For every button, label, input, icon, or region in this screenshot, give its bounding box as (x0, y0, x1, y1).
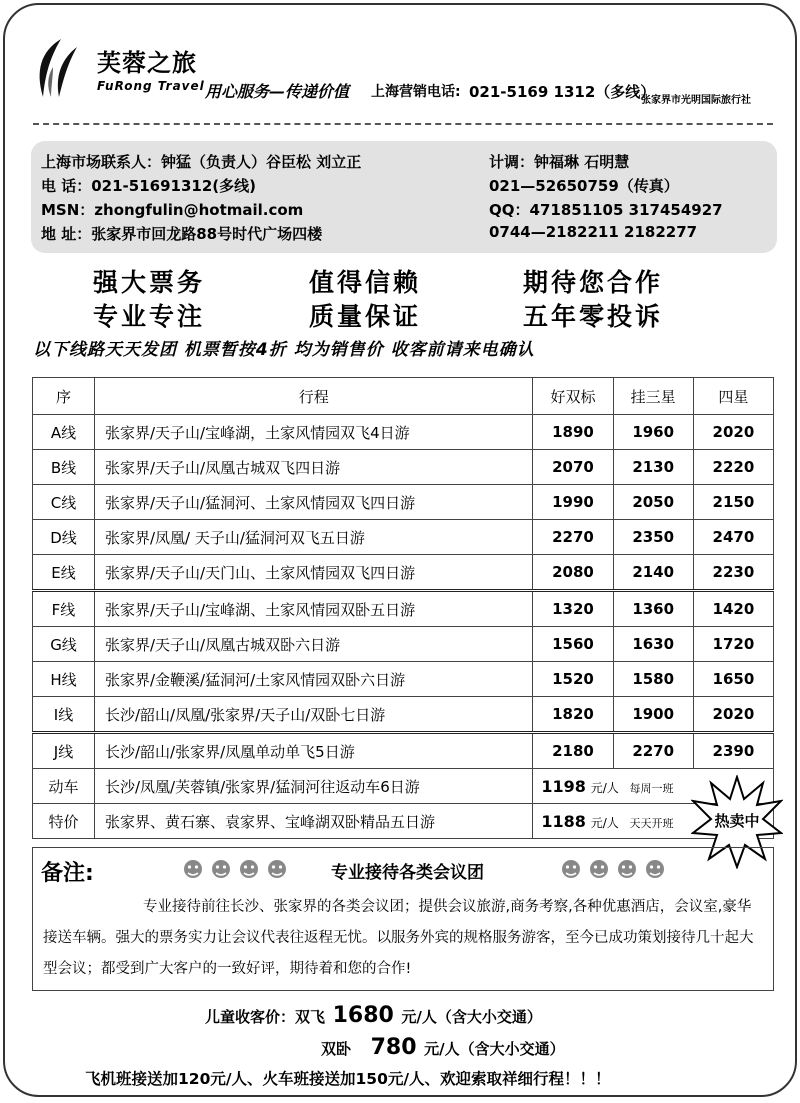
route-seq: E线 (33, 555, 95, 591)
dispatch-staff: 计调：钟福琳 石明慧 (489, 153, 630, 171)
price-standard: 1320 (533, 591, 613, 627)
motto-3: 期待您合作 (523, 268, 664, 297)
rm-icon-group-right (561, 858, 665, 880)
price-three-star: 2270 (613, 733, 693, 769)
route-name: 张家界/天子山/宝峰湖，土家风情园双飞4日游 (95, 415, 533, 450)
header-seq: 序 (33, 378, 95, 415)
table-row (33, 697, 774, 733)
price-standard: 1520 (533, 662, 613, 697)
child-fly-note: 元/人（含大小交通） (401, 1008, 542, 1026)
child-train-label: 双卧 (321, 1040, 352, 1058)
route-seq: J线 (33, 733, 95, 769)
motto-1: 强大票务 (93, 268, 206, 297)
contact-box (31, 141, 777, 253)
route-name: 长沙/韶山/凤凰/张家界/天子山/双卧七日游 (95, 697, 533, 733)
route-name: 张家界/天子山/猛洞河、土家风情园双飞四日游 (95, 485, 533, 520)
price-three-star: 2350 (613, 520, 693, 555)
child-fly-price: 1680 (332, 1003, 394, 1028)
mascot-icon (561, 858, 581, 880)
route-name: 张家界、黄石寨、袁家界、宝峰湖双卧精品五日游 (95, 804, 533, 839)
table-row (33, 555, 774, 591)
rm-icon-group-left (183, 858, 287, 880)
route-seq: G线 (33, 627, 95, 662)
price-standard: 1560 (533, 627, 613, 662)
child-price-label: 儿童收客价：双飞 (205, 1008, 326, 1026)
price-standard: 2070 (533, 450, 613, 485)
contact-address: 地 址：张家界市回龙路88号时代广场四楼 (41, 225, 323, 243)
mascot-icon (239, 858, 259, 880)
route-seq: A线 (33, 415, 95, 450)
header (23, 31, 783, 127)
contact-fax: 021—52650759（传真） (489, 177, 679, 195)
route-name: 张家界/天子山/凤凰古城双卧六日游 (95, 627, 533, 662)
special-price: 1198 (541, 776, 586, 796)
price-four-star: 2470 (693, 520, 773, 555)
table-row (33, 591, 774, 627)
remarks-body: 专业接待前往长沙、张家界的各类会议团；提供会议旅游,商务考察,各种优惠酒店，会议室,豪华接送车辆。强大的票务实力让会议代表往返程无忧。以服务外宾的规格服务游客，至今已成功策划接待几十起大型会议；都受到广大客户的一致好评，期待着和您的合作! (43, 899, 754, 977)
child-price-fly (205, 1003, 542, 1028)
flyer-page (3, 3, 797, 1097)
route-seq: 动车 (33, 769, 95, 804)
table-row (33, 520, 774, 555)
price-three-star: 2050 (613, 485, 693, 520)
mascot-icon (589, 858, 609, 880)
mascot-icon (211, 858, 231, 880)
table-row-special (33, 769, 774, 804)
route-seq: C线 (33, 485, 95, 520)
route-name: 张家界/金鞭溪/猛洞河/土家风情园双卧六日游 (95, 662, 533, 697)
table-row (33, 627, 774, 662)
table-row (33, 485, 774, 520)
route-name: 张家界/天子山/宝峰湖、土家风情园双卧五日游 (95, 591, 533, 627)
special-unit: 元/人 (590, 780, 619, 795)
table-row (33, 662, 774, 697)
brand-name-en: FuRong Travel (97, 79, 205, 93)
special-price: 1188 (541, 811, 586, 831)
header-four-star: 四星 (693, 378, 773, 415)
child-price-train (321, 1035, 565, 1060)
contact-msn: MSN：zhongfulin@hotmail.com (41, 201, 304, 219)
mascot-icon (267, 858, 287, 880)
price-three-star: 1960 (613, 415, 693, 450)
route-name: 张家界/天子山/天门山、土家风情园双飞四日游 (95, 555, 533, 591)
agency-name: 张家界市光明国际旅行社 (641, 95, 751, 106)
route-name: 长沙/韶山/张家界/凤凰单动单飞5日游 (95, 733, 533, 769)
price-three-star: 1630 (613, 627, 693, 662)
special-note: 天天开班 (629, 816, 674, 830)
price-standard: 2080 (533, 555, 613, 591)
remarks-label: 备注: (41, 861, 94, 886)
price-three-star: 1360 (613, 591, 693, 627)
route-seq: F线 (33, 591, 95, 627)
price-standard: 2180 (533, 733, 613, 769)
motto-4: 专业专注 (93, 302, 206, 331)
remarks-title: 专业接待各类会议团 (331, 863, 484, 883)
price-standard: 1820 (533, 697, 613, 733)
route-seq: H线 (33, 662, 95, 697)
contact-phone: 电 话：021-51691312(多线) (41, 177, 256, 195)
special-note: 每周一班 (629, 781, 674, 795)
tel-value: 021-5169 1312（多线） (469, 83, 656, 101)
price-three-star: 2130 (613, 450, 693, 485)
route-seq: 特价 (33, 804, 95, 839)
price-standard: 2270 (533, 520, 613, 555)
route-seq: D线 (33, 520, 95, 555)
header-standard: 好双标 (533, 378, 613, 415)
table-row (33, 450, 774, 485)
special-unit: 元/人 (590, 815, 619, 830)
motto-2: 值得信赖 (309, 268, 422, 297)
notice-line: 以下线路天天发团 机票暂按4折 均为销售价 收客前请来电确认 (33, 340, 535, 360)
slogan: 用心服务—传递价值 (205, 82, 350, 101)
price-standard: 1890 (533, 415, 613, 450)
table-row (33, 415, 774, 450)
header-divider (33, 123, 773, 125)
price-four-star: 1420 (693, 591, 773, 627)
leaf-logo-icon (31, 37, 81, 99)
table-header-row (33, 378, 774, 415)
price-standard: 1990 (533, 485, 613, 520)
contact-qq: QQ：471851105 317454927 (489, 201, 723, 219)
contact-local-phone: 0744—2182211 2182277 (489, 223, 698, 241)
footer-note: 飞机班接送加120元/人、火车班接送加150元/人、欢迎索取祥细行程！！！ (85, 1070, 611, 1088)
route-seq: B线 (33, 450, 95, 485)
child-train-price: 780 (370, 1035, 417, 1060)
remarks-box (32, 847, 774, 991)
motto-6: 五年零投诉 (523, 302, 664, 331)
price-three-star: 1900 (613, 697, 693, 733)
price-three-star: 2140 (613, 555, 693, 591)
price-four-star: 2020 (693, 415, 773, 450)
price-four-star: 2020 (693, 697, 773, 733)
table-row-special (33, 804, 774, 839)
price-four-star: 2390 (693, 733, 773, 769)
price-four-star: 2150 (693, 485, 773, 520)
price-four-star: 1650 (693, 662, 773, 697)
mascot-icon (183, 858, 203, 880)
table-row (33, 733, 774, 769)
route-name: 长沙/凤凰/芙蓉镇/张家界/猛洞河往返动车6日游 (95, 769, 533, 804)
price-three-star: 1580 (613, 662, 693, 697)
child-train-note: 元/人（含大小交通） (424, 1040, 565, 1058)
brand-name-cn: 芙蓉之旅 (97, 49, 197, 77)
price-four-star: 2220 (693, 450, 773, 485)
header-three-star: 挂三星 (613, 378, 693, 415)
header-route: 行程 (95, 378, 533, 415)
mascot-icon (645, 858, 665, 880)
mascot-icon (617, 858, 637, 880)
route-name: 张家界/凤凰/ 天子山/猛洞河双飞五日游 (95, 520, 533, 555)
route-seq: I线 (33, 697, 95, 733)
route-name: 张家界/天子山/凤凰古城双飞四日游 (95, 450, 533, 485)
tel-label: 上海营销电话: (371, 84, 461, 100)
price-four-star: 2230 (693, 555, 773, 591)
route-table (32, 377, 774, 839)
contact-person: 上海市场联系人：钟猛（负责人）谷臣松 刘立正 (41, 153, 362, 171)
price-four-star: 1720 (693, 627, 773, 662)
hot-sale-badge: 热卖中 (714, 812, 760, 830)
motto-5: 质量保证 (309, 302, 422, 331)
